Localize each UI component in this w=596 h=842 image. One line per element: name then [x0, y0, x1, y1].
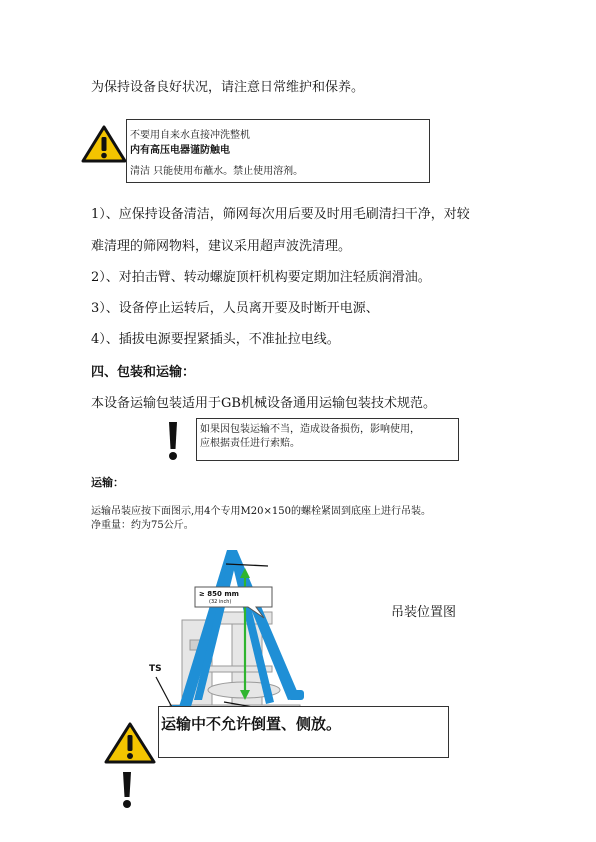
warning-box [126, 119, 430, 183]
warning-line-3: 清洁 只能使用布蘸水。禁止使用溶剂。 [130, 166, 304, 177]
figure-caption: 吊装位置图 [391, 605, 457, 620]
maintenance-item-4: 4）、插拔电源要捏紧插头，不准扯拉电线。 [91, 332, 340, 347]
section-title: 四、包装和运输： [91, 365, 196, 380]
maintenance-item-2: 2）、对拍击臂、转动螺旋顶杆机构要定期加注轻质润滑油。 [91, 270, 431, 285]
net-weight-text: 净重量：约为75公斤。 [91, 520, 194, 531]
notice-box [196, 418, 459, 461]
dimension-sublabel: (32 inch) [209, 599, 232, 605]
warning-triangle-icon [81, 125, 127, 163]
transport-warning-text: 运输中不允许倒置、侧放。 [161, 715, 342, 733]
maintenance-item-3: 3）、设备停止运转后，人员离开要及时断开电源、 [91, 301, 379, 316]
ts-label: TS [149, 664, 162, 674]
warning-triangle-icon [104, 722, 156, 764]
maintenance-item-1: 1）、应保持设备清洁，筛网每次用后要及时用毛刷清扫干净，对较 [91, 207, 470, 222]
notice-line-1: 如果因包装运输不当，造成设备损伤，影响使用， [200, 424, 420, 435]
transport-warning-box [158, 706, 449, 758]
lifting-text: 运输吊装应按下面图示,用4个专用M20×150的螺栓紧固到底座上进行吊装。 [91, 506, 431, 517]
packaging-text: 本设备运输包装适用于GB机械设备通用运输包装技术规范。 [91, 396, 436, 411]
maintenance-item-1-cont: 难清理的筛网物料，建议采用超声波洗清理。 [91, 239, 352, 254]
exclamation-icon [166, 420, 180, 462]
dimension-label: ≥ 850 mm [199, 590, 239, 598]
warning-line-2: 内有高压电器谨防触电 [130, 145, 230, 156]
intro-text: 为保持设备良好状况，请注意日常维护和保养。 [91, 80, 365, 95]
warning-line-1: 不要用自来水直接冲洗整机 [130, 130, 250, 141]
transport-title: 运输： [91, 476, 124, 489]
notice-line-2: 应根据责任进行索赔。 [200, 438, 300, 449]
exclamation-icon [120, 770, 134, 810]
